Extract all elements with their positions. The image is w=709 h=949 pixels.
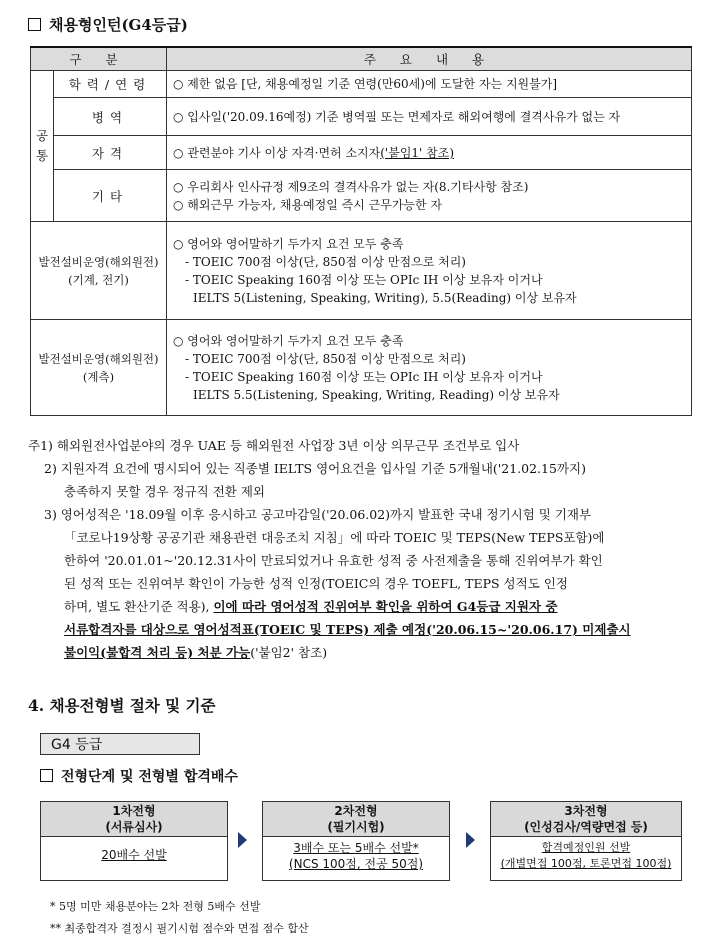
stage-3-body: 합격예정인원 선발 (개별면접 100점, 토론면접 100점) — [500, 841, 672, 870]
note-2: 2) 지원자격 요건에 명시되어 있는 직종별 IELTS 영어요건을 입사일 기준 5개월내('21.02.15까지) — [44, 461, 586, 476]
arrow-right-icon — [238, 832, 247, 848]
grade-box: G4 등급 — [40, 733, 200, 755]
table-row — [31, 170, 692, 222]
checkbox-icon — [28, 18, 41, 31]
attachment-link: ('붙임1' 참조) — [380, 145, 455, 160]
header-category: 구 분 — [31, 47, 167, 71]
row-content: ○ 입사일('20.09.16예정) 기준 병역필 또는 면제자로 해외여행에 결격사유가 없는 자 — [167, 98, 692, 136]
section-4-title: 4. 채용전형별 절차 및 기준 — [28, 696, 216, 715]
table-row — [31, 222, 692, 320]
row-label: 학력/연령 — [54, 71, 167, 98]
table-row — [31, 98, 692, 136]
stage-1-title: 1차전형 (서류심사) — [41, 802, 227, 837]
footnote-1: * 5명 미만 채용분야는 2차 전형 5배수 선발 — [50, 900, 261, 913]
stage-1-box — [40, 801, 228, 881]
group-common-label: 공통 — [31, 71, 54, 222]
row-label: 병역 — [54, 98, 167, 136]
row-label-mech: 발전설비운영(해외원전) (기계, 전기) — [31, 222, 167, 320]
requirements-table — [30, 46, 692, 416]
row-label: 자격 — [54, 136, 167, 170]
row-content: ○ 영어와 영어말하기 두가지 요건 모두 충족 - TOEIC 700점 이상(단, 850점 이상 만점으로 처리) - TOEIC Speaking 160점 이상 또는 OPIc IH 이상 보유자 이거나 IELTS 5(Listening, Speaking, Writing), 5.5(Reading) 이상 보유자 — [167, 222, 692, 320]
header-content: 주 요 내 용 — [167, 47, 692, 71]
row-content: ○ 영어와 영어말하기 두가지 요건 모두 충족 - TOEIC 700점 이상(단, 850점 이상 만점으로 처리) - TOEIC Speaking 160점 이상 또는 OPIc IH 이상 보유자 이거나 IELTS 5.5(Listening, Speaking, Writing, Reading) 이상 보유자 — [167, 320, 692, 416]
row-label-inst: 발전설비운영(해외원전) (계측) — [31, 320, 167, 416]
row-content: ○ 관련분야 기사 이상 자격·면허 소지자('붙임1' 참조) — [167, 136, 692, 170]
stage-2-box — [262, 801, 450, 881]
table-row — [31, 320, 692, 416]
stage-3-title: 3차전형 (인성검사/역량면접 등) — [491, 802, 681, 837]
table-row — [31, 71, 692, 98]
arrow-right-icon — [466, 832, 475, 848]
note-1: 주1) 해외원전사업분야의 경우 UAE 등 해외원전 사업장 3년 이상 의무근무 조건부로 입사 — [28, 438, 520, 453]
stage-1-body: 20배수 선발 — [101, 848, 167, 862]
row-label: 기타 — [54, 170, 167, 222]
row-content: ○ 제한 없음 [단, 채용예정일 기준 연령(만60세)에 도달한 자는 지원불가] — [167, 71, 692, 98]
stage-section-title: 전형단계 및 전형별 합격배수 — [40, 766, 238, 786]
note-3: 3) 영어성적은 '18.09월 이후 응시하고 공고마감일('20.06.02)까지 발표한 국내 정기시험 및 기재부 — [44, 507, 592, 522]
stage-2-title: 2차전형 (필기시험) — [263, 802, 449, 837]
stage-3-box — [490, 801, 682, 881]
footnote-2: ** 최종합격자 결정시 필기시험 점수와 면접 점수 합산 — [50, 922, 309, 935]
notes: 주1) 해외원전사업분야의 경우 UAE 등 해외원전 사업장 3년 이상 의무근무 조건부로 입사 2) 지원자격 요건에 명시되어 있는 직종별 IELTS 영어요건을 입사일 기준 5개월내('21.02.15까지) 충족하지 못할 경우 정규직 전환 제외 3) 영어성적은 '18.09월 이후 응시하고 공고마감일('20.06.02)까지 발표한 국내 정기시험 및 기재부 「코로나19상황 공공기관 채용관련 대응조치 지침」에 따라 TOEIC 및 TEPS(New TEPS포함)에 한하여 '20.01.01~'20.12.31사이 만료되었거나 유효한 성적 중 사전제출을 통해 진위여부가 확인 된 성적 또는 진위여부 확인이 가능한 성적 인정(TOEIC의 경우 TOEFL, TEPS 성적도 인정 하며, 별도 환산기준 적용), 이에 따라 영어성적 진위여부 확인을 위하여 G4등급 지원자 중 서류합격자를 대상으로 영어성적표(TOEIC 및 TEPS) 제출 예정('20.06.15~'20.06.17) 미제출시 불이익(불합격 처리 등) 처분 가능('붙임2' 참조) — [28, 434, 692, 664]
checkbox-icon — [40, 769, 53, 782]
table-header-row — [31, 47, 692, 71]
row-content: ○ 우리회사 인사규정 제9조의 결격사유가 없는 자(8.기타사항 참조) ○ 해외근무 가능자, 채용예정일 즉시 근무가능한 자 — [167, 170, 692, 222]
section-title: 채용형인턴(G4등급) — [28, 14, 188, 35]
stage-2-body: 3배수 또는 5배수 선발* (NCS 100점, 전공 50점) — [288, 841, 424, 871]
table-row — [31, 136, 692, 170]
